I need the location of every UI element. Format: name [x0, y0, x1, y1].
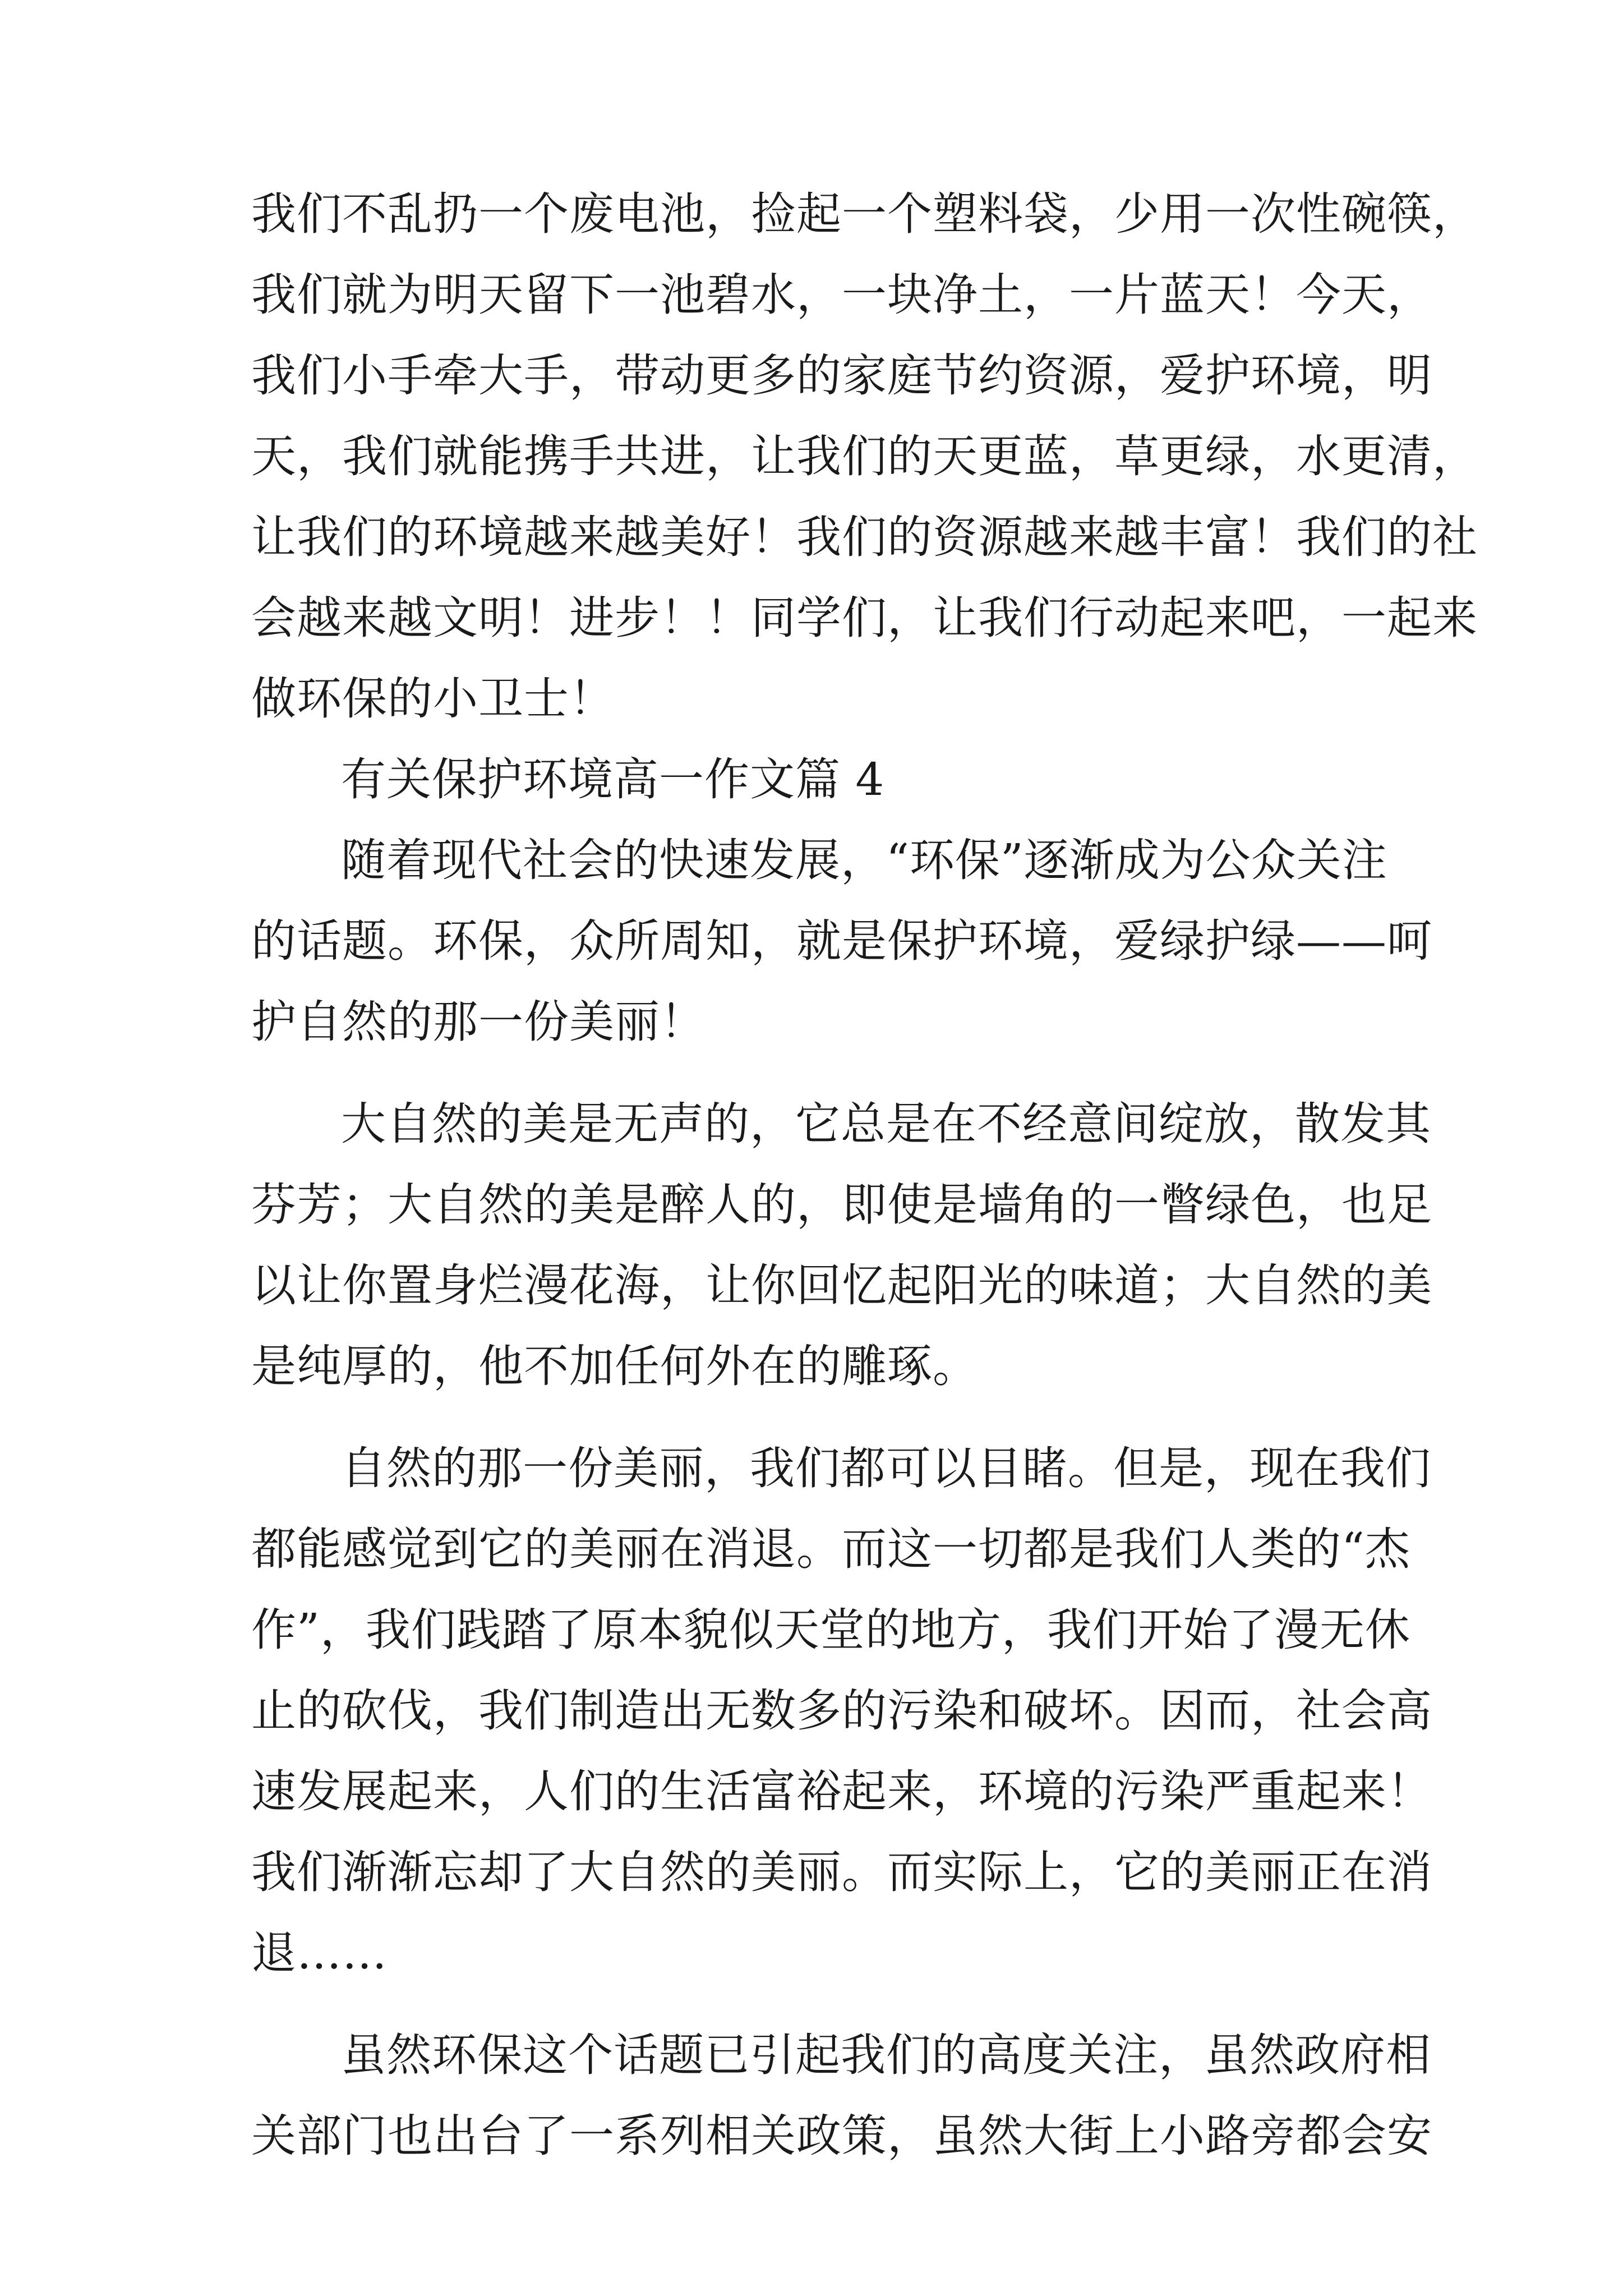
- text-line: 会越来越文明！进步！！同学们，让我们行动起来吧，一起来: [251, 592, 1478, 644]
- text-line: 自然的那一份美丽，我们都可以目睹。但是，现在我们: [341, 1442, 1431, 1494]
- paragraph: [251, 1428, 1432, 1994]
- paragraph-intro-continuation: [251, 174, 1478, 739]
- text-line: 护自然的那一份美丽！: [251, 996, 706, 1048]
- text-line: 随着现代社会的快速发展，“环保”逐渐成为公众关注: [341, 834, 1387, 886]
- paragraph: [251, 2015, 1432, 2177]
- text-line: 虽然环保这个话题已引起我们的高度关注，虽然政府相: [341, 2029, 1431, 2081]
- text-line: 止的砍伐，我们制造出无数多的污染和破坏。因而，社会高: [251, 1685, 1432, 1737]
- paragraph: [251, 820, 1432, 1062]
- text-line: 速发展起来，人们的生活富裕起来，环境的污染严重起来！: [251, 1765, 1432, 1818]
- text-line: 作”，我们践踏了原本貌似天堂的地方，我们开始了漫无休: [251, 1604, 1410, 1656]
- text-line: 我们小手牵大手，带动更多的家庭节约资源，爱护环境，明: [251, 349, 1432, 402]
- text-line: 退……: [251, 1927, 388, 1979]
- section-heading: 有关保护环境高一作文篇 4: [341, 753, 885, 806]
- text-line: 的话题。环保，众所周知，就是保护环境，爱绿护绿——呵: [251, 915, 1432, 967]
- text-line: 我们渐渐忘却了大自然的美丽。而实际上，它的美丽正在消: [251, 1846, 1432, 1898]
- text-line: 让我们的环境越来越美好！我们的资源越来越丰富！我们的社: [251, 511, 1478, 563]
- text-line: 大自然的美是无声的，它总是在不经意间绽放，散发其: [341, 1098, 1431, 1150]
- paragraph: [251, 1084, 1432, 1407]
- text-line: 是纯厚的，他不加任何外在的雕琢。: [251, 1340, 978, 1392]
- text-line: 都能感觉到它的美丽在消退。而这一切都是我们人类的“杰: [251, 1523, 1410, 1575]
- text-line: 我们不乱扔一个废电池，捡起一个塑料袋，少用一次性碗筷，: [251, 188, 1478, 240]
- text-line: 天，我们就能携手共进，让我们的天更蓝，草更绿，水更清，: [251, 430, 1478, 482]
- text-line: 关部门也出台了一系列相关政策，虽然大街上小路旁都会安: [251, 2110, 1432, 2162]
- text-line: 以让你置身烂漫花海，让你回忆起阳光的味道；大自然的美: [251, 1259, 1432, 1312]
- document-body: [251, 174, 1478, 2177]
- text-line: 芬芳；大自然的美是醉人的，即使是墙角的一瞥绿色，也足: [251, 1179, 1432, 1231]
- text-line: 做环保的小卫士！: [251, 673, 615, 725]
- text-line: 我们就为明天留下一池碧水，一块净土，一片蓝天！今天，: [251, 269, 1432, 321]
